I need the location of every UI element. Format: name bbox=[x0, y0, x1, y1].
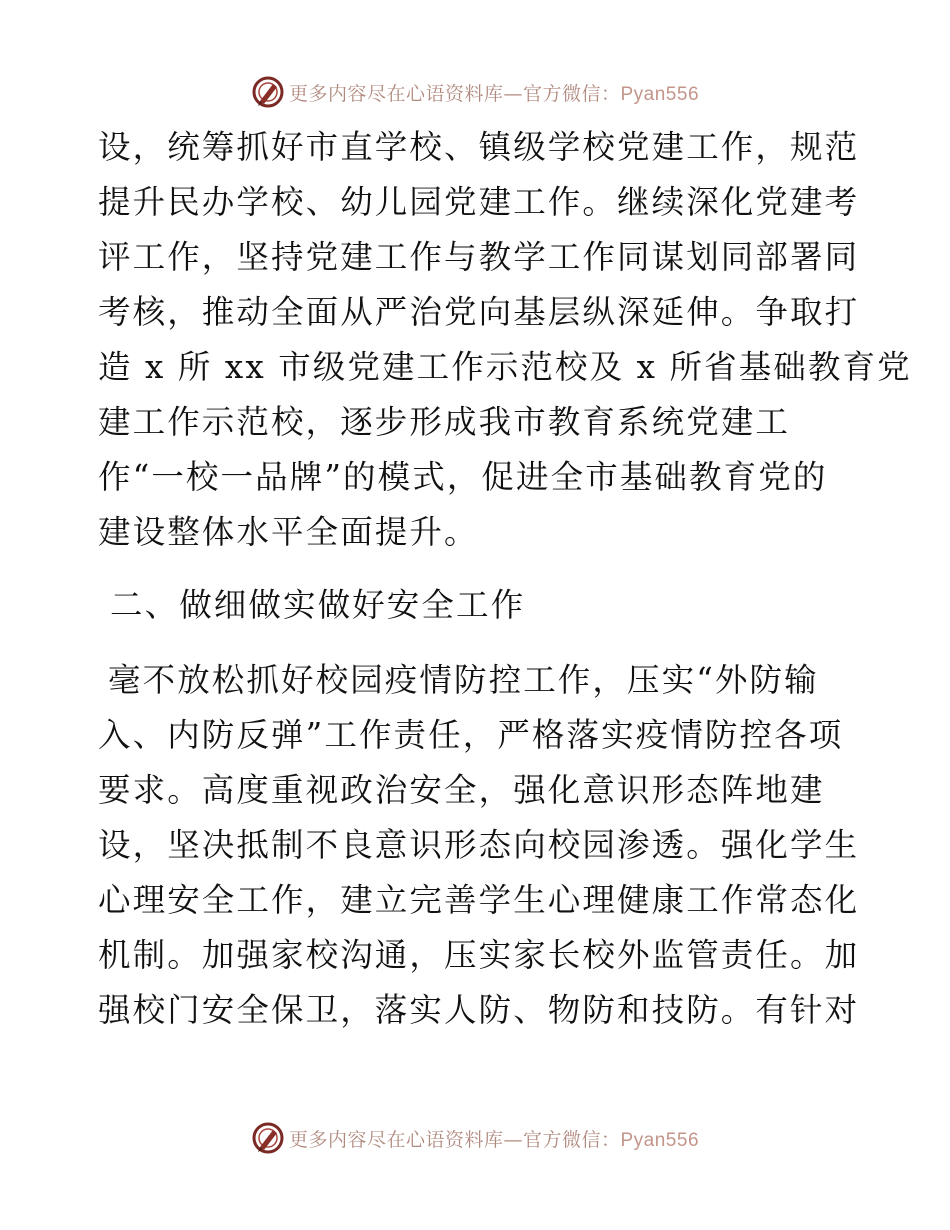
text-line: 建工作示范校，逐步形成我市教育系统党建工 bbox=[98, 403, 791, 441]
footer-watermark bbox=[0, 1118, 950, 1158]
text-line: 考核，推动全面从严治党向基层纵深延伸。争取打 bbox=[98, 293, 860, 331]
watermark-text bbox=[289, 79, 699, 106]
text-line: 毫不放松抓好校园疫情防控工作，压实“外防输 bbox=[108, 661, 819, 699]
document-body bbox=[98, 120, 912, 1038]
text-line: 心理安全工作，建立完善学生心理健康工作常态化 bbox=[98, 881, 860, 919]
paragraph-party-building bbox=[98, 120, 912, 560]
text-line: 建设整体水平全面提升。 bbox=[98, 513, 479, 551]
watermark-wechat-id: Pyan556 bbox=[620, 1129, 700, 1151]
text-line: 要求。高度重视政治安全，强化意识形态阵地建 bbox=[98, 771, 825, 809]
pen-logo-icon bbox=[251, 1121, 285, 1155]
watermark-label: 更多内容尽在心语资料库—官方微信： bbox=[288, 1128, 621, 1151]
text-line: 提升民办学校、幼儿园党建工作。继续深化党建考 bbox=[98, 183, 860, 221]
text-line: 造 x 所 xx 市级党建工作示范校及 x 所省基础教育党 bbox=[98, 348, 912, 386]
text-line: 入、内防反弹”工作责任，严格落实疫情防控各项 bbox=[98, 716, 844, 754]
paragraph-safety bbox=[98, 653, 868, 1038]
text-line: 设，坚决抵制不良意识形态向校园渗透。强化学生 bbox=[98, 826, 860, 864]
text-line: 机制。加强家校沟通，压实家长校外监管责任。加 bbox=[98, 936, 860, 974]
watermark-wechat-id: Pyan556 bbox=[620, 83, 700, 105]
text-line: 作“一校一品牌”的模式，促进全市基础教育党的 bbox=[98, 458, 828, 496]
text-line: 评工作，坚持党建工作与教学工作同谋划同部署同 bbox=[98, 238, 860, 276]
text-line: 设，统筹抓好市直学校、镇级学校党建工作，规范 bbox=[98, 128, 860, 166]
section-heading: 二、做细做实做好安全工作 bbox=[110, 586, 526, 624]
pen-logo-icon bbox=[251, 75, 285, 109]
watermark-text bbox=[289, 1125, 699, 1152]
header-watermark bbox=[0, 72, 950, 112]
watermark-label: 更多内容尽在心语资料库—官方微信： bbox=[288, 82, 621, 105]
text-line: 强校门安全保卫，落实人防、物防和技防。有针对 bbox=[98, 991, 860, 1029]
